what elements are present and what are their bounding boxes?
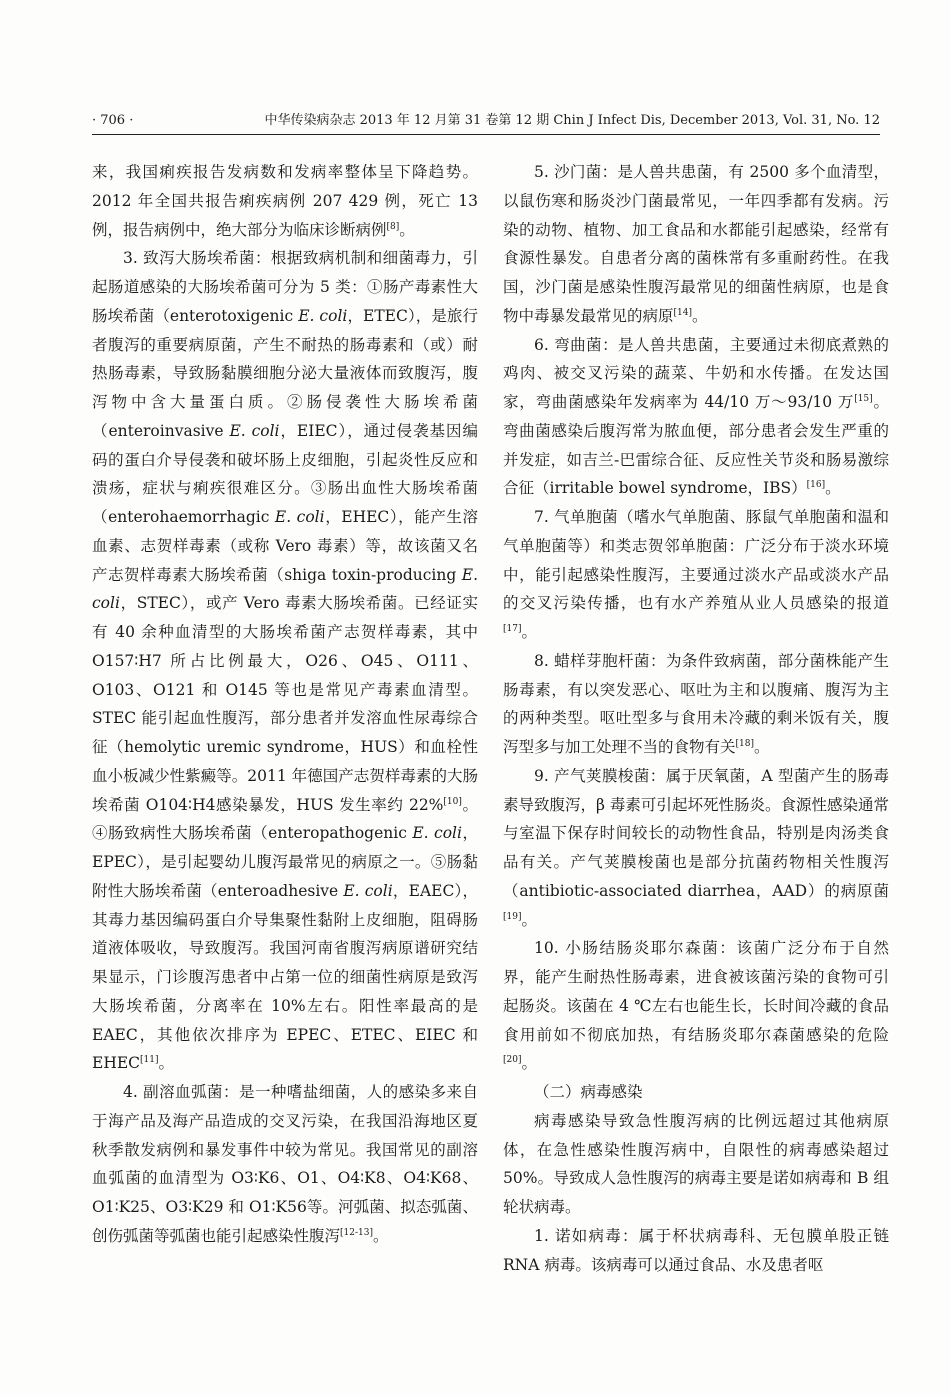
reference-20: [20] [503,1055,522,1066]
reference-19: [19] [503,911,522,922]
page-number: · 706 · [92,113,134,128]
reference-18: [18] [735,739,754,749]
reference-11: [11] [140,1055,159,1066]
paragraph-dysentery-trend: 来，我国痢疾报告发病数和发病率整体呈下降趋势。2012 年全国共报告痢疾病例 207 429 例，死亡 13 例，报告病例中，绝大部分为临床诊断病例[8]。 [92,163,478,239]
journal-citation: 中华传染病杂志 2013 年 12 月第 31 卷第 12 期 Chin J Infect Dis, December 2013, Vol. 31, No. 12 [264,113,880,128]
section-heading-viral-infection: （二）病毒感染 [534,1083,643,1101]
reference-14: [14] [673,307,692,318]
running-header [92,108,880,135]
paragraph-bacillus-cereus: 8. 蜡样芽胞杆菌：为条件致病菌，部分菌株能产生肠毒素，有以突发恶心、呕吐为主和以腹痛、腹泻为主的两种类型。呕吐型多与食用未冷藏的剩米饭有关，腹泻型多与加工处理不当的食物有关[18]。 [503,651,889,756]
reference-16: [16] [806,480,826,491]
paragraph-campylobacter: 6. 弯曲菌：是人兽共患菌，主要通过未彻底煮熟的鸡肉、被交叉污染的蔬菜、牛奶和水传播。在发达国家，弯曲菌感染年发病率为 44/10 万～93/10 万[15]。弯曲菌感染后腹泻常为脓血便，部分患者会发生严重的并发症，如吉兰-巴雷综合征、反应性关节炎和肠易激综合征（irritable bowel syndrome，IBS）[16]。 [503,335,889,498]
reference-12-13: [12-13] [340,1227,373,1238]
left-column [92,158,478,1251]
paragraph-aeromonas: 7. 气单胞菌（嗜水气单胞菌、豚鼠气单胞菌和温和气单胞菌等）和类志贺邻单胞菌：广泛分布于淡水环境中，能引起感染性腹泻，主要通过淡水产品或淡水产品的交叉污染传播，也有水产养殖从业人员感染的报道[17]。 [503,508,889,641]
paragraph-norovirus: 1. 诺如病毒：属于杯状病毒科、无包膜单股正链 RNA 病毒。该病毒可以通过食品、水及患者呕 [503,1226,889,1274]
paragraph-diarrheagenic-ecoli: 3. 致泻大肠埃希菌：根据致病机制和细菌毒力，引起肠道感染的大肠埃希菌可分为 5 类：①肠产毒素性大肠埃希菌（enterotoxigenic E. coli，ETEC），是旅行者腹泻的重要病原菌，产生不耐热的肠毒素和（或）耐热肠毒素，导致肠黏膜细胞分泌大量液体而致腹泻，腹泻物中含大量蛋白质。②肠侵袭性大肠埃希菌（enteroinvasive E. coli，EIEC），通过侵袭基因编码的蛋白介导侵袭和破坏肠上皮细胞，引起炎性反应和溃疡，症状与痢疾很难区分。③肠出血性大肠埃希菌（enterohaemorrhagic E. coli，EHEC），能产生溶血素、志贺样毒素（或称 Vero 毒素）等，故该菌又名产志贺样毒素大肠埃希菌（shiga toxin-producing E. coli，STEC），或产 Vero 毒素大肠埃希菌。已经证实有 40 余种血清型的大肠埃希菌产志贺样毒素，其中 O157∶H7 所占比例最大，O26、O45、O111、O103、O121 和 O145 等也是常见产毒素血清型。STEC 能引起血性腹泻，部分患者并发溶血性尿毒综合征（hemolytic uremic syndrome，HUS）和血栓性血小板减少性紫癜等。2011 年德国产志贺样毒素的大肠埃希菌 O104∶H4感染暴发，HUS 发生率约 22%[10]。④肠致病性大肠埃希菌（enteropathogenic E. coli，EPEC），是引起婴幼儿腹泻最常见的病原之一。⑤肠黏附性大肠埃希菌（enteroadhesive E. coli，EAEC），其毒力基因编码蛋白介导集聚性黏附上皮细胞，阻碍肠道液体吸收，导致腹泻。我国河南省腹泻病原谱研究结果显示，门诊腹泻患者中占第一位的细菌性病原是致泻大肠埃希菌，分离率在 10%左右。阳性率最高的是 EAEC，其他依次排序为 EPEC、ETEC、EIEC 和 EHEC[11]。 [92,249,479,1073]
right-column [503,158,889,1279]
paragraph-viral-infection: 病毒感染导致急性腹泻病的比例远超过其他病原体，在急性感染性腹泻病中，自限性的病毒感染超过 50%。导致成人急性腹泻的病毒主要是诺如病毒和 B 组轮状病毒。 [503,1111,889,1216]
reference-10: [10] [443,796,462,807]
paragraph-yersinia: 10. 小肠结肠炎耶尔森菌：该菌广泛分布于自然界，能产生耐热性肠毒素，进食被该菌污染的食物可引起肠炎。该菌在 4 ℃左右也能生长，长时间冷藏的食品食用前如不彻底加热，有结肠炎耶尔森菌感染的危险[20]。 [503,939,889,1073]
reference-8: [8] [386,221,400,232]
reference-15: [15] [854,394,873,404]
reference-17: [17] [503,624,522,634]
paragraph-vibrio-parahaemolyticus: 4. 副溶血弧菌：是一种嗜盐细菌，人的感染多来自于海产品及海产品造成的交叉污染，在我国沿海地区夏秋季散发病例和暴发事件中较为常见。我国常见的副溶血弧菌的血清型为 O3∶K6、O1、O4∶K8、O4∶K68、O1∶K25、O3∶K29 和 O1∶K56等。河弧菌、拟态弧菌、创伤弧菌等弧菌也能引起感染性腹泻[12-13]。 [92,1083,478,1245]
paragraph-salmonella: 5. 沙门菌：是人兽共患菌，有 2500 多个血清型，以鼠伤寒和肠炎沙门菌最常见，一年四季都有发病。污染的动物、植物、加工食品和水都能引起感染，经常有食源性暴发。自患者分离的菌株常有多重耐药性。在我国，沙门菌是感染性腹泻最常见的细菌性病原，也是食物中毒暴发最常见的病原[14]。 [503,163,889,325]
paragraph-clostridium-perfringens: 9. 产气荚膜梭菌：属于厌氧菌，A 型菌产生的肠毒素导致腹泻，β 毒素可引起坏死性肠炎。食源性感染通常与室温下保存时间较长的动物性食品，特别是肉汤类食品有关。产气荚膜梭菌也是部分抗菌药物相关性腹泻（antibiotic-associated diarrhea，AAD）的病原菌[19]。 [503,766,889,929]
